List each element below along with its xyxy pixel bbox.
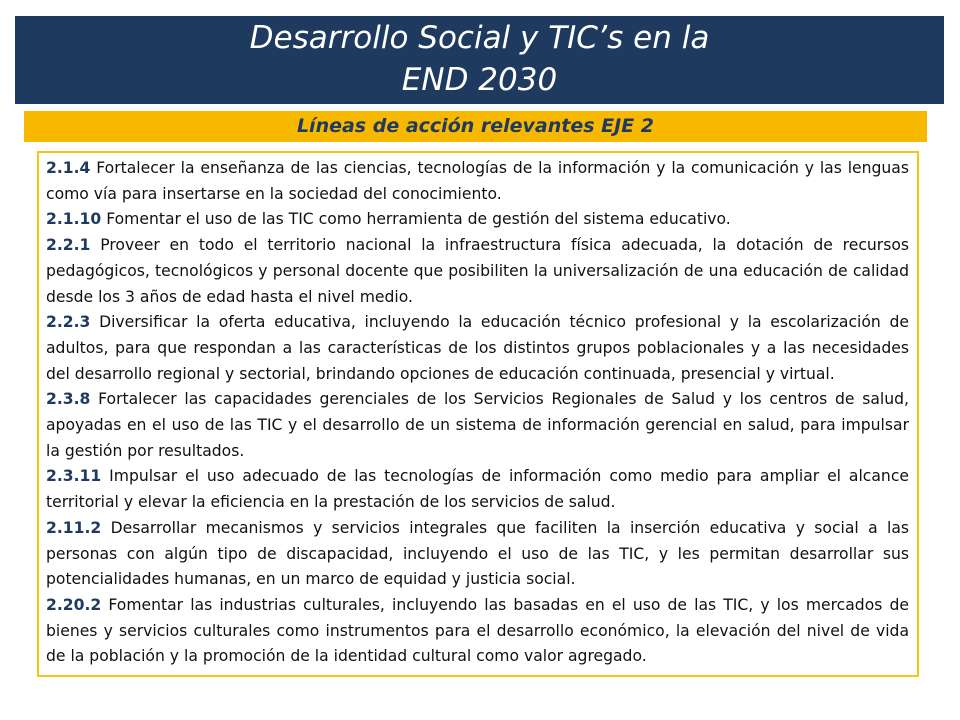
slide-title-line-2: END 2030 xyxy=(401,62,558,98)
list-item xyxy=(46,387,909,464)
item-code: 2.2.3 xyxy=(46,313,91,332)
slide-title-line-1: Desarrollo Social y TIC’s en la xyxy=(249,20,710,56)
list-item xyxy=(46,516,909,593)
item-text: Fomentar las industrias culturales, incluyendo las basadas en el uso de las TIC, y los mercados de bienes y servicios culturales como instrumentos para el desarrollo económico, la elevación del nivel de vida de la población y la promoción de la identidad cultural como valor agregado. xyxy=(46,595,909,666)
item-code: 2.1.10 xyxy=(46,210,102,229)
item-text: Fortalecer la enseñanza de las ciencias, tecnologías de la información y la comunicación y las lenguas como vía para insertarse en la sociedad del conocimiento. xyxy=(46,159,909,203)
list-item xyxy=(46,310,909,387)
item-code: 2.3.11 xyxy=(46,467,102,486)
slide-title xyxy=(15,16,944,104)
item-code: 2.3.8 xyxy=(46,390,91,409)
item-code: 2.1.4 xyxy=(46,159,91,177)
list-item xyxy=(46,156,909,207)
item-text: Fortalecer las capacidades gerenciales de los Servicios Regionales de Salud y los centros de salud, apoyadas en el uso de las TIC y el desarrollo de un sistema de información gerencial en salud, para impulsar la gestión por resultados. xyxy=(46,390,909,460)
item-text: Impulsar el uso adecuado de las tecnologías de información como medio para ampliar el alcance territorial y elevar la eficiencia en la prestación de los servicios de salud. xyxy=(46,467,909,512)
item-text: Fomentar el uso de las TIC como herramienta de gestión del sistema educativo. xyxy=(106,210,731,229)
item-code: 2.11.2 xyxy=(46,518,102,537)
list-item xyxy=(46,464,909,515)
list-item xyxy=(46,593,909,670)
list-item xyxy=(46,207,909,233)
section-subtitle: Líneas de acción relevantes EJE 2 xyxy=(24,111,927,142)
action-lines-list xyxy=(46,156,909,670)
item-text: Proveer en todo el territorio nacional la infraestructura física adecuada, la dotación de recursos pedagógicos, tecnológicos y personal docente que posibiliten la universalización de una educación de calidad desde los 3 años de edad hasta el nivel medio. xyxy=(46,236,909,306)
list-item xyxy=(46,233,909,310)
item-text: Desarrollar mecanismos y servicios integrales que faciliten la inserción educativa y social a las personas con algún tipo de discapacidad, incluyendo el uso de las TIC, y les permitan desarrollar sus potencialidades humanas, en un marco de equidad y justicia social. xyxy=(46,518,910,589)
item-code: 2.20.2 xyxy=(46,595,102,614)
item-text: Diversificar la oferta educativa, incluyendo la educación técnico profesional y la escolarización de adultos, para que respondan a las características de los distintos grupos poblacionales y a las necesidades del desarrollo regional y sectorial, brindando opciones de educación continuada, presencial y virtual. xyxy=(46,313,909,383)
item-code: 2.2.1 xyxy=(46,236,91,255)
